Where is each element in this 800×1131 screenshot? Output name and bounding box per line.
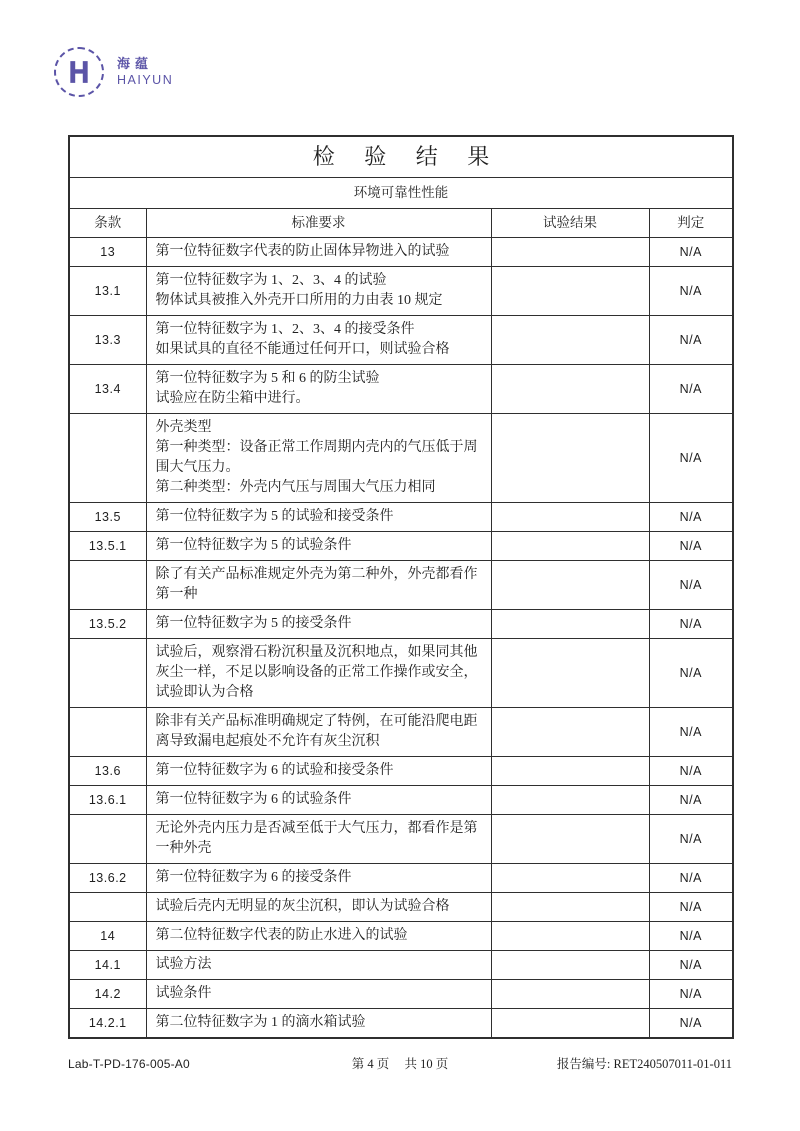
result-cell [491, 365, 649, 414]
logo-name-en: HAIYUN [117, 73, 174, 87]
requirement-line: 第二种类型：外壳内气压与周围大气压力相同 [155, 480, 436, 495]
requirement-line: 第一位特征数字为 5 的试验条件 [155, 538, 352, 553]
result-cell [491, 610, 649, 639]
requirement-cell [146, 864, 491, 893]
result-cell [491, 1009, 649, 1039]
table-section-row [69, 178, 733, 209]
column-header-verdict: 判定 [649, 209, 733, 238]
page-number: 第 4 页 [351, 1057, 390, 1071]
requirement-cell [146, 951, 491, 980]
result-cell [491, 893, 649, 922]
table-row [69, 786, 733, 815]
requirement-line: 试验条件 [155, 986, 212, 1001]
requirement-line: 第一位特征数字代表的防止固体异物进入的试验 [155, 244, 450, 259]
requirement-cell [146, 639, 491, 708]
table-row [69, 532, 733, 561]
requirement-cell [146, 1009, 491, 1039]
clause-cell [69, 815, 146, 864]
results-tbody [69, 238, 733, 1039]
verdict-cell: N/A [649, 238, 733, 267]
requirement-line: 第二位特征数字为 1 的滴水箱试验 [155, 1015, 366, 1030]
result-cell [491, 922, 649, 951]
verdict-cell: N/A [649, 610, 733, 639]
table-row [69, 414, 733, 503]
clause-cell: 13.6.1 [69, 786, 146, 815]
clause-cell: 13.6.2 [69, 864, 146, 893]
requirement-line: 第一位特征数字为 1、2、3、4 的试验 [155, 273, 387, 288]
verdict-cell: N/A [649, 532, 733, 561]
table-row [69, 365, 733, 414]
requirement-line: 第一位特征数字为 5 和 6 的防尘试验 [155, 371, 380, 386]
requirement-cell [146, 267, 491, 316]
requirement-cell [146, 532, 491, 561]
verdict-cell: N/A [649, 893, 733, 922]
verdict-cell: N/A [649, 561, 733, 610]
clause-cell [69, 639, 146, 708]
requirement-line: 无论外壳内压力是否减至低于大气压力，都看作是第一种外壳 [155, 821, 478, 856]
verdict-cell: N/A [649, 267, 733, 316]
requirement-line: 如果试具的直径不能通过任何开口，则试验合格 [155, 342, 450, 357]
table-row [69, 951, 733, 980]
result-cell [491, 786, 649, 815]
table-row [69, 503, 733, 532]
requirement-line: 第一位特征数字为 6 的试验和接受条件 [155, 763, 394, 778]
table-row [69, 893, 733, 922]
clause-cell: 13 [69, 238, 146, 267]
result-cell [491, 503, 649, 532]
result-cell [491, 757, 649, 786]
table-row [69, 980, 733, 1009]
verdict-cell: N/A [649, 316, 733, 365]
verdict-cell: N/A [649, 365, 733, 414]
table-row [69, 561, 733, 610]
requirement-line: 除非有关产品标准明确规定了特例，在可能沿爬电距离导致漏电起痕处不允许有灰尘沉积 [155, 714, 478, 749]
column-header-clause: 条款 [69, 209, 146, 238]
result-cell [491, 815, 649, 864]
verdict-cell: N/A [649, 864, 733, 893]
page-total: 共 10 页 [404, 1057, 449, 1071]
clause-cell: 13.5.2 [69, 610, 146, 639]
requirement-cell [146, 922, 491, 951]
result-cell [491, 414, 649, 503]
table-title-row [69, 136, 733, 178]
result-cell [491, 708, 649, 757]
result-cell [491, 561, 649, 610]
requirement-cell [146, 610, 491, 639]
clause-cell: 13.5 [69, 503, 146, 532]
clause-cell: 13.4 [69, 365, 146, 414]
requirement-line: 试验后，观察滑石粉沉积量及沉积地点，如果同其他灰尘一样，不足以影响设备的正常工作操作或安全，试验即认为合格 [155, 645, 478, 700]
requirement-cell [146, 786, 491, 815]
verdict-cell: N/A [649, 503, 733, 532]
table-row [69, 815, 733, 864]
table-row [69, 757, 733, 786]
document-code: Lab-T-PD-176-005-A0 [68, 1057, 190, 1071]
requirement-cell [146, 316, 491, 365]
verdict-cell: N/A [649, 815, 733, 864]
requirement-cell [146, 503, 491, 532]
result-cell [491, 532, 649, 561]
requirement-cell [146, 561, 491, 610]
result-cell [491, 267, 649, 316]
requirement-line: 试验应在防尘箱中进行。 [155, 391, 310, 406]
clause-cell [69, 561, 146, 610]
column-header-requirement: 标准要求 [146, 209, 491, 238]
requirement-line: 试验后壳内无明显的灰尘沉积，即认为试验合格 [155, 899, 450, 914]
column-header-result: 试验结果 [491, 209, 649, 238]
clause-cell: 13.1 [69, 267, 146, 316]
requirement-line: 第一位特征数字为 5 的试验和接受条件 [155, 509, 394, 524]
requirement-line: 第一种类型：设备正常工作周期内壳内的气压低于周围大气压力。 [155, 440, 478, 475]
clause-cell: 13.6 [69, 757, 146, 786]
verdict-cell: N/A [649, 922, 733, 951]
verdict-cell: N/A [649, 1009, 733, 1039]
requirement-cell [146, 708, 491, 757]
verdict-cell: N/A [649, 708, 733, 757]
requirement-line: 第一位特征数字为 5 的接受条件 [155, 616, 352, 631]
clause-cell: 14.1 [69, 951, 146, 980]
table-row [69, 922, 733, 951]
logo-name-cn: 海蕴 [117, 56, 154, 71]
verdict-cell: N/A [649, 980, 733, 1009]
table-row [69, 316, 733, 365]
result-cell [491, 639, 649, 708]
table-row [69, 610, 733, 639]
requirement-cell [146, 815, 491, 864]
requirement-line: 外壳类型 [155, 420, 212, 435]
clause-cell [69, 414, 146, 503]
table-row [69, 238, 733, 267]
table-row [69, 1009, 733, 1039]
requirement-line: 第一位特征数字为 1、2、3、4 的接受条件 [155, 322, 415, 337]
requirement-cell [146, 365, 491, 414]
logo-text [117, 56, 173, 88]
verdict-cell: N/A [649, 414, 733, 503]
requirement-line: 物体试具被推入外壳开口所用的力由表 10 规定 [155, 293, 443, 308]
table-row [69, 639, 733, 708]
clause-cell [69, 708, 146, 757]
clause-cell: 14.2 [69, 980, 146, 1009]
requirement-line: 第一位特征数字为 6 的接受条件 [155, 870, 352, 885]
result-cell [491, 951, 649, 980]
company-logo [54, 47, 173, 97]
column-header-row [69, 209, 733, 238]
page-footer [68, 1054, 732, 1072]
verdict-cell: N/A [649, 951, 733, 980]
requirement-line: 试验方法 [155, 957, 212, 972]
verdict-cell: N/A [649, 639, 733, 708]
requirement-cell [146, 238, 491, 267]
page-indicator [68, 1054, 732, 1072]
clause-cell: 14.2.1 [69, 1009, 146, 1039]
table-row [69, 708, 733, 757]
table-title: 检 验 结 果 [69, 136, 733, 178]
requirement-line: 第一位特征数字为 6 的试验条件 [155, 792, 352, 807]
requirement-line: 除了有关产品标准规定外壳为第二种外，外壳都看作第一种 [155, 567, 478, 602]
verdict-cell: N/A [649, 757, 733, 786]
table-row [69, 267, 733, 316]
verdict-cell: N/A [649, 786, 733, 815]
clause-cell: 14 [69, 922, 146, 951]
haiyun-logo-icon [54, 47, 104, 97]
result-cell [491, 980, 649, 1009]
result-cell [491, 238, 649, 267]
table-row [69, 864, 733, 893]
report-number: 报告编号: RET240507011-01-011 [556, 1057, 732, 1071]
inspection-results-table [68, 135, 734, 1039]
requirement-line: 第二位特征数字代表的防止水进入的试验 [155, 928, 408, 943]
clause-cell [69, 893, 146, 922]
section-title: 环境可靠性性能 [69, 178, 733, 209]
result-cell [491, 864, 649, 893]
requirement-cell [146, 980, 491, 1009]
requirement-cell [146, 893, 491, 922]
clause-cell: 13.5.1 [69, 532, 146, 561]
clause-cell: 13.3 [69, 316, 146, 365]
requirement-cell [146, 757, 491, 786]
result-cell [491, 316, 649, 365]
requirement-cell [146, 414, 491, 503]
